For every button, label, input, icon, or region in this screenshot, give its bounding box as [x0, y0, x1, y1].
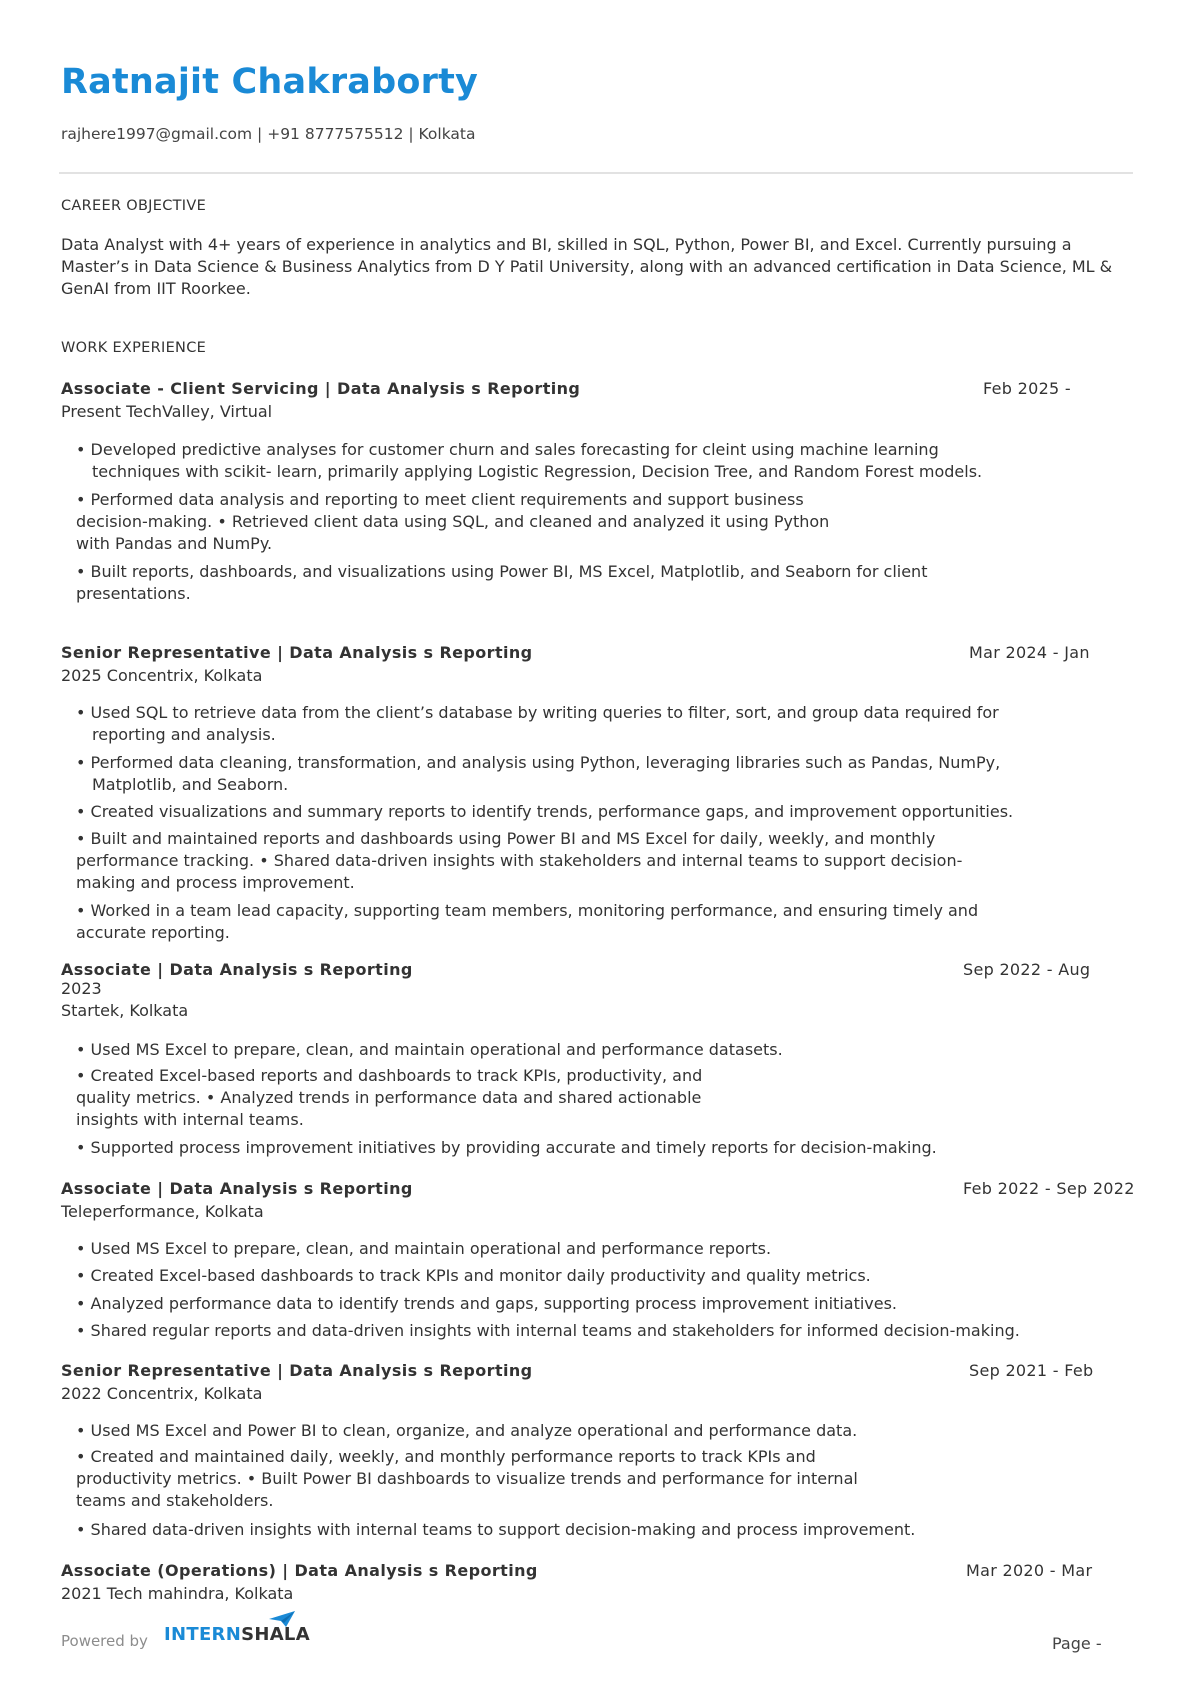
bullet-icon: • [76, 1239, 86, 1258]
bullet-icon: • [217, 512, 227, 531]
job-date: Mar 2020 - Mar [966, 1561, 1093, 1580]
job-date: Mar 2024 - Jan [969, 643, 1090, 662]
job-date: Feb 2025 - [983, 379, 1071, 398]
job-company: 2022 Concentrix, Kolkata [61, 1384, 263, 1403]
candidate-name: Ratnajit Chakraborty [61, 62, 479, 102]
bullet-text: Worked in a team lead capacity, supporting team members, monitoring performance, and ensuring timely and [90, 901, 979, 920]
contact-line: rajhere1997@gmail.com | +91 8777575512 | Kolkata [61, 125, 476, 143]
logo-text-a: INTERN [164, 1624, 242, 1645]
bullet-icon: • [76, 901, 86, 920]
bullet-item [76, 1320, 1020, 1342]
bullet-text: insights with internal teams. [76, 1110, 304, 1129]
bullet-text: making and process improvement. [76, 873, 355, 892]
bullet-icon: • [76, 562, 86, 581]
bullet-icon: • [259, 851, 269, 870]
bullet-text: Created Excel-based reports and dashboards to track KPIs, productivity, and [90, 1066, 703, 1085]
job-date: Sep 2022 - Aug [963, 960, 1091, 979]
bullet-text: Retrieved client data using SQL, and cleaned and analyzed it using Python [231, 512, 830, 531]
bullet-item [76, 801, 1013, 823]
section-title-career-objective: CAREER OBJECTIVE [61, 198, 207, 214]
bullet-text: accurate reporting. [76, 923, 230, 942]
bullet-icon: • [76, 829, 86, 848]
bullet-icon: • [76, 1321, 86, 1340]
bullet-text: teams and stakeholders. [76, 1491, 274, 1510]
bullet-item [76, 1039, 783, 1061]
job-date: Sep 2021 - Feb [969, 1361, 1094, 1380]
bullet-icon: • [76, 1421, 86, 1440]
job-title: Associate - Client Servicing | Data Analysis s Reporting [61, 379, 581, 398]
bullet-text: Analyzed trends in performance data and shared actionable [220, 1088, 702, 1107]
header-divider [59, 172, 1133, 174]
bullet-text: Performed data analysis and reporting to meet client requirements and support business [90, 490, 804, 509]
bullet-icon: • [76, 1294, 86, 1313]
bullet-text: quality metrics. [76, 1088, 201, 1107]
bullet-icon: • [76, 1040, 86, 1059]
job-year: 2023 [61, 979, 102, 998]
bullet-item [76, 752, 1000, 796]
paper-plane-icon [268, 1610, 296, 1628]
bullet-text: with Pandas and NumPy. [76, 534, 273, 553]
bullet-item [76, 1137, 937, 1159]
bullet-text: Used MS Excel and Power BI to clean, organize, and analyze operational and performance data. [90, 1421, 858, 1440]
bullet-text: decision-making. [76, 512, 213, 531]
bullet-item [76, 1065, 702, 1131]
job-title: Associate | Data Analysis s Reporting [61, 960, 413, 979]
bullet-text: Shared data-driven insights with internal teams to support decision-making and process improvement. [90, 1520, 916, 1539]
bullet-text: Performed data cleaning, transformation, and analysis using Python, leveraging libraries such as Pandas, NumPy, [90, 753, 1001, 772]
job-title: Associate (Operations) | Data Analysis s Reporting [61, 1561, 538, 1580]
powered-by-label: Powered by [61, 1632, 148, 1650]
job-title: Associate | Data Analysis s Reporting [61, 1179, 413, 1198]
bullet-text: performance tracking. [76, 851, 255, 870]
bullet-item [76, 1238, 771, 1260]
bullet-icon: • [76, 1447, 86, 1466]
bullet-text: Created visualizations and summary reports to identify trends, performance gaps, and improvement opportunities. [90, 802, 1014, 821]
bullet-item [76, 1293, 897, 1315]
bullet-item [76, 900, 978, 944]
bullet-text: Analyzed performance data to identify trends and gaps, supporting process improvement initiatives. [90, 1294, 898, 1313]
bullet-text: Built and maintained reports and dashboards using Power BI and MS Excel for daily, weekly, and monthly [90, 829, 936, 848]
bullet-icon: • [76, 1266, 86, 1285]
bullet-text: Used MS Excel to prepare, clean, and maintain operational and performance reports. [90, 1239, 772, 1258]
bullet-icon: • [76, 440, 86, 459]
job-title: Senior Representative | Data Analysis s Reporting [61, 643, 533, 662]
bullet-icon: • [76, 802, 86, 821]
job-company: 2021 Tech mahindra, Kolkata [61, 1584, 294, 1603]
bullet-text: productivity metrics. [76, 1469, 242, 1488]
bullet-item [76, 489, 829, 555]
bullet-text: Developed predictive analyses for customer churn and sales forecasting for cleint using machine learning [90, 440, 939, 459]
bullet-icon: • [76, 703, 86, 722]
bullet-text: Built reports, dashboards, and visualizations using Power BI, MS Excel, Matplotlib, and Seaborn for client [90, 562, 928, 581]
bullet-text: Created and maintained daily, weekly, and monthly performance reports to track KPIs and [90, 1447, 816, 1466]
bullet-icon: • [76, 1520, 86, 1539]
bullet-icon: • [246, 1469, 257, 1488]
bullet-item [76, 828, 962, 894]
career-objective-text: Data Analyst with 4+ years of experience in analytics and BI, skilled in SQL, Python, Power BI, and Excel. Currently pursuing a Master’s in Data Science & Business Analytics from D Y Patil University, along with an advanced certification in Data Science, ML & GenAI from IIT Roorkee. [61, 235, 1113, 298]
bullet-icon: • [76, 490, 86, 509]
bullet-text: Shared regular reports and data-driven insights with internal teams and stakeholders for informed decision-making. [90, 1321, 1020, 1340]
bullet-item [76, 702, 999, 746]
job-company: Present TechValley, Virtual [61, 402, 273, 421]
bullet-text: Shared data-driven insights with stakeholders and internal teams to support decision- [273, 851, 963, 870]
bullet-icon: • [76, 753, 86, 772]
bullet-text: Used MS Excel to prepare, clean, and maintain operational and performance datasets. [90, 1040, 783, 1059]
bullet-icon: • [205, 1088, 216, 1107]
bullet-text: techniques with scikit- learn, primarily applying Logistic Regression, Decision Tree, and Random Forest models. [92, 462, 983, 481]
job-company: 2025 Concentrix, Kolkata [61, 666, 263, 685]
job-date: Feb 2022 - Sep 2022 [963, 1179, 1135, 1198]
job-company: Teleperformance, Kolkata [61, 1202, 264, 1221]
bullet-text: Built Power BI dashboards to visualize trends and performance for internal [261, 1469, 858, 1488]
bullet-item [76, 1519, 915, 1541]
bullet-icon: • [76, 1066, 86, 1085]
bullet-item [76, 1265, 871, 1287]
bullet-item [76, 561, 927, 605]
job-title: Senior Representative | Data Analysis s Reporting [61, 1361, 533, 1380]
bullet-text: Matplotlib, and Seaborn. [92, 775, 289, 794]
bullet-item [76, 1446, 858, 1512]
bullet-text: Supported process improvement initiatives by providing accurate and timely reports for decision-making. [90, 1138, 937, 1157]
section-title-work-experience: WORK EXPERIENCE [61, 340, 207, 356]
job-company: Startek, Kolkata [61, 1001, 189, 1020]
bullet-item [76, 1420, 857, 1442]
bullet-text: Created Excel-based dashboards to track KPIs and monitor daily productivity and quality metrics. [90, 1266, 871, 1285]
page-number: Page - [1052, 1634, 1102, 1653]
bullet-item [76, 439, 982, 483]
bullet-text: presentations. [76, 584, 191, 603]
bullet-text: Used SQL to retrieve data from the client’s database by writing queries to filter, sort, and group data required for [90, 703, 999, 722]
logo-text-b: SHALA [241, 1624, 310, 1645]
bullet-icon: • [76, 1138, 86, 1157]
bullet-text: reporting and analysis. [92, 725, 276, 744]
